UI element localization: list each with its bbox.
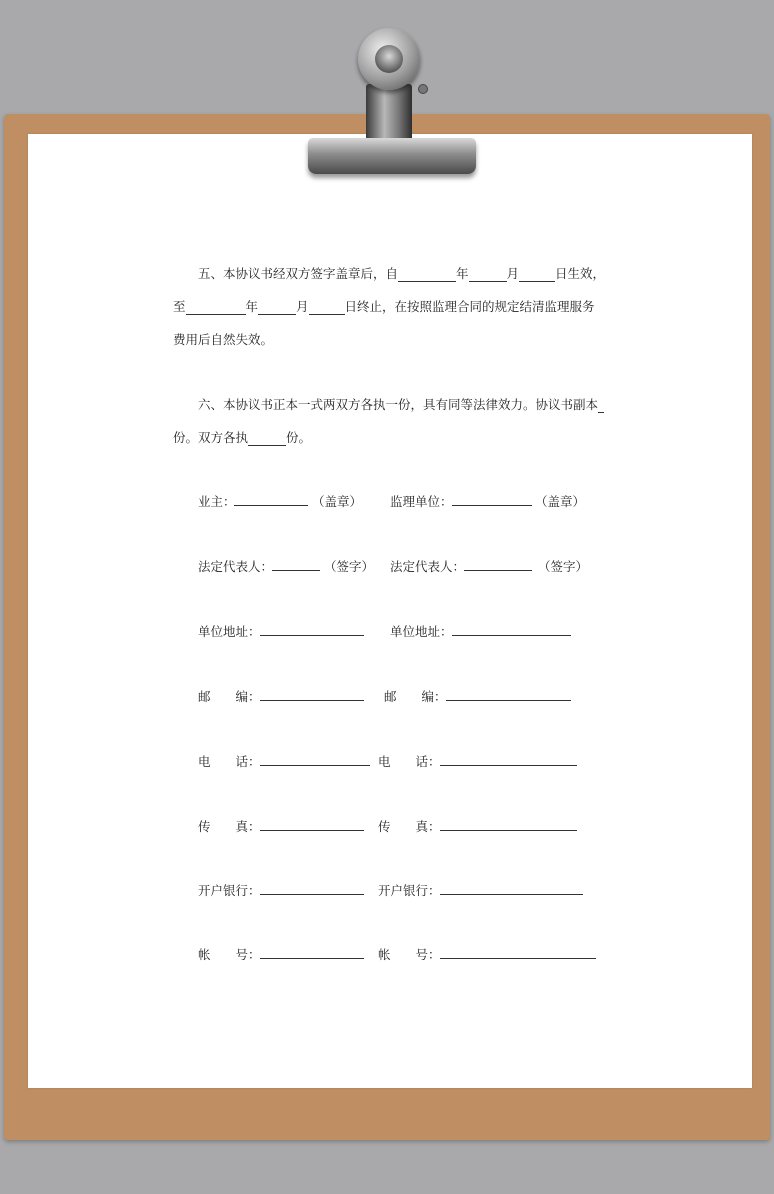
clause5-line2 [173, 297, 595, 315]
text: 六、本协议书正本一式两双方各执一份，具有同等法律效力。协议书副本 [198, 397, 599, 412]
legal-rep-left-label: 法定代表人： [198, 559, 274, 574]
owner-seal-label: （盖章） [312, 494, 363, 509]
blank-day-end [309, 301, 345, 315]
postcode-left-label: 邮 编： [198, 689, 261, 704]
account-left-label: 帐 号： [198, 947, 261, 962]
blank-day-start [519, 268, 555, 282]
supervisor-seal-label: （盖章） [535, 494, 586, 509]
text: 份。双方各执 [173, 430, 249, 445]
sign-left-label: （签字） [324, 559, 375, 574]
legal-rep-right-label: 法定代表人： [390, 559, 466, 574]
text: 年 [456, 266, 469, 281]
blank-year-start [398, 268, 456, 282]
address-right-field [390, 622, 453, 640]
bank-right-label: 开户银行： [378, 883, 441, 898]
bank-left-label: 开户银行： [198, 883, 261, 898]
phone-left-label: 电 话： [198, 754, 261, 769]
clip-bar-icon [308, 138, 476, 174]
legal-rep-right-field [390, 557, 589, 575]
supervisor-field [390, 492, 586, 510]
bank-left-line[interactable] [260, 894, 364, 895]
postcode-right-field [384, 687, 447, 705]
fax-right-line[interactable] [440, 830, 577, 831]
address-right-line[interactable] [452, 635, 571, 636]
blank-month-end [258, 301, 296, 315]
legal-rep-left-field [198, 557, 375, 575]
clause5-line1 [198, 264, 605, 282]
supervisor-line[interactable] [452, 505, 532, 506]
clause6-line1 [198, 395, 604, 413]
blank-copies [598, 399, 604, 413]
blank-month-start [469, 268, 507, 282]
address-right-label: 单位地址： [390, 624, 453, 639]
account-right-line[interactable] [440, 958, 596, 959]
fax-left-label: 传 真： [198, 819, 261, 834]
text: 月 [506, 266, 520, 281]
text: 日生效， [555, 266, 606, 281]
address-left-field [198, 622, 261, 640]
sign-right-label: （签字） [538, 559, 589, 574]
owner-field [198, 492, 363, 510]
text: 年 [245, 299, 259, 314]
account-right-field [378, 945, 441, 963]
account-left-field [198, 945, 261, 963]
bank-right-line[interactable] [440, 894, 583, 895]
text: 至 [173, 299, 186, 314]
fax-left-field [198, 817, 261, 835]
phone-right-line[interactable] [440, 765, 577, 766]
text: 费用后自然失效。 [173, 332, 274, 347]
account-right-label: 帐 号： [378, 947, 441, 962]
text: 份。 [286, 430, 312, 445]
blank-each-copies [248, 432, 286, 446]
blank-year-end [186, 301, 246, 315]
postcode-left-field [198, 687, 261, 705]
text: 日终止，在按照监理合同的规定结清监理服务 [344, 299, 595, 314]
text: 五、本协议书经双方签字盖章后，自 [198, 266, 399, 281]
fax-left-line[interactable] [260, 830, 364, 831]
binder-clip-icon [358, 28, 420, 90]
clause5-line3 [173, 330, 273, 348]
postcode-right-line[interactable] [446, 700, 571, 701]
bank-left-field [198, 881, 261, 899]
fax-right-field [378, 817, 441, 835]
fax-right-label: 传 真： [378, 819, 441, 834]
owner-label: 业主： [198, 494, 236, 509]
postcode-right-label: 邮 编： [384, 689, 447, 704]
owner-line[interactable] [234, 505, 308, 506]
phone-right-label: 电 话： [378, 754, 441, 769]
text: 月 [296, 299, 309, 314]
legal-rep-right-line[interactable] [464, 570, 532, 571]
clip-pin-icon [418, 84, 428, 94]
clause6-line2 [173, 428, 311, 446]
legal-rep-left-line[interactable] [272, 570, 320, 571]
bank-right-field [378, 881, 441, 899]
phone-left-field [198, 752, 261, 770]
postcode-left-line[interactable] [260, 700, 364, 701]
supervisor-label: 监理单位： [390, 494, 453, 509]
clip-neck-icon [366, 84, 412, 142]
phone-right-field [378, 752, 441, 770]
address-left-label: 单位地址： [198, 624, 261, 639]
address-left-line[interactable] [260, 635, 364, 636]
phone-left-line[interactable] [260, 765, 370, 766]
account-left-line[interactable] [260, 958, 364, 959]
